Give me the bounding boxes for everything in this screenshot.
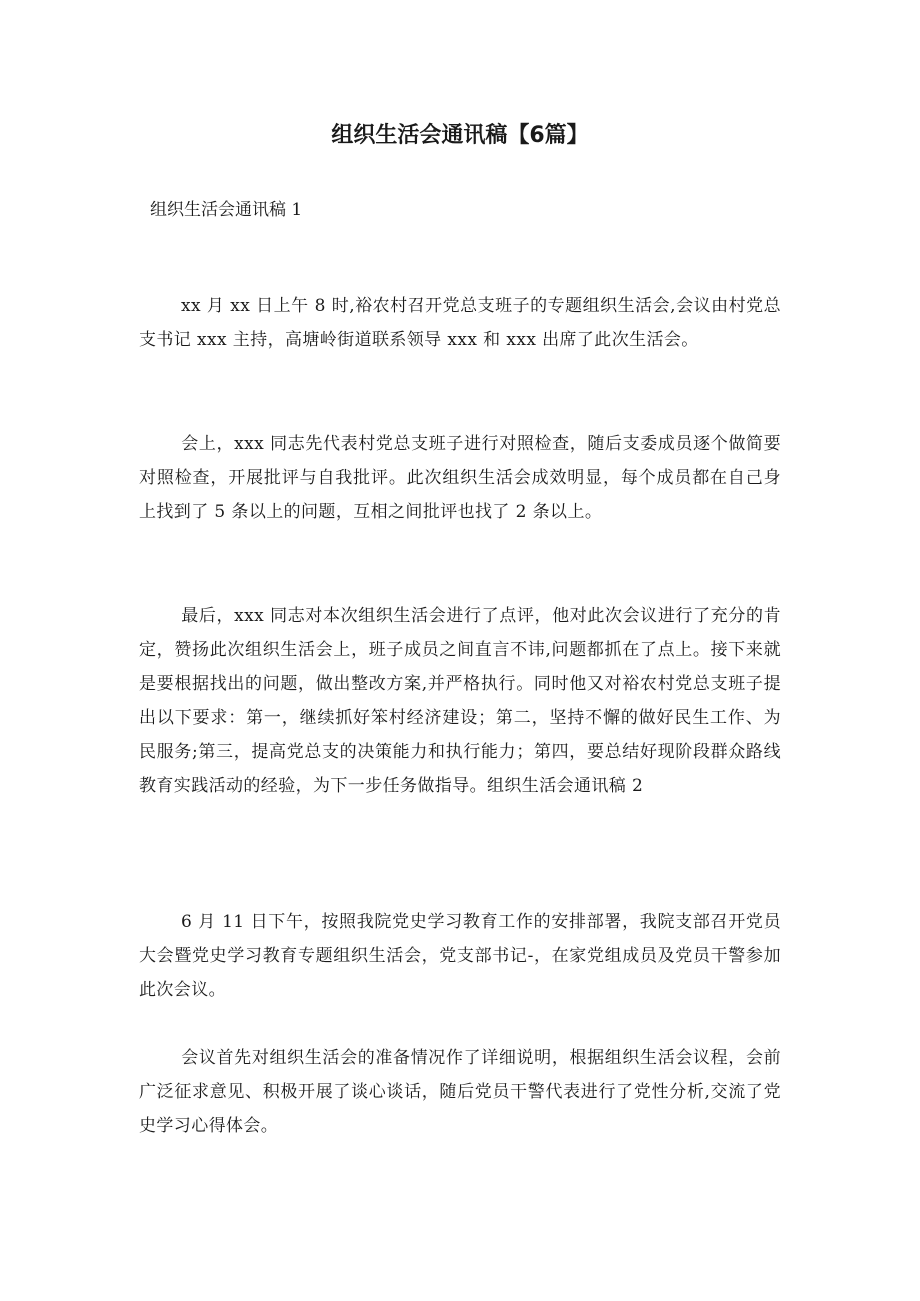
paragraph-1: [139, 289, 781, 357]
paragraph-5: [139, 1041, 781, 1143]
paragraph-text: 会上，xxx 同志先代表村党总支班子进行对照检查，随后支委成员逐个做简要对照检查，开展批评与自我批评。此次组织生活会成效明显，每个成员都在自己身上找到了 5 条以上的问题，互相之间批评也找了 2 条以上。: [139, 434, 781, 522]
paragraph-text: xx 月 xx 日上午 8 时,裕农村召开党总支班子的专题组织生活会,会议由村党总支书记 xxx 主持，高塘岭街道联系领导 xxx 和 xxx 出席了此次生活会。: [139, 296, 781, 350]
paragraph-text: 最后，xxx 同志对本次组织生活会进行了点评，他对此次会议进行了充分的肯定，赞扬此次组织生活会上，班子成员之间直言不讳,问题都抓在了点上。接下来就是要根据找出的问题，做出整改方案,并严格执行。同时他又对裕农村党总支班子提出以下要求：第一，继续抓好笨村经济建设；第二，坚持不懈的做好民生工作、为民服务;第三，提高党总支的决策能力和执行能力；第四，要总结好现阶段群众路线教育实践活动的经验，为下一步任务做指导。组织生活会通讯稿 2: [139, 606, 781, 796]
section-heading: 组织生活会通讯稿 1: [150, 200, 303, 220]
paragraph-text: 会议首先对组织生活会的准备情况作了详细说明，根据组织生活会议程，会前广泛征求意见、积极开展了谈心谈话，随后党员干警代表进行了党性分析,交流了党史学习心得体会。: [139, 1048, 781, 1136]
paragraph-3: [139, 599, 781, 803]
paragraph-4: [139, 905, 781, 1007]
paragraph-text: 6 月 11 日下午，按照我院党史学习教育工作的安排部署，我院支部召开党员大会暨党史学习教育专题组织生活会，党支部书记-，在家党组成员及党员干警参加此次会议。: [139, 912, 781, 1000]
paragraph-2: [139, 427, 781, 529]
document-title: 组织生活会通讯稿【6篇】: [331, 123, 589, 148]
